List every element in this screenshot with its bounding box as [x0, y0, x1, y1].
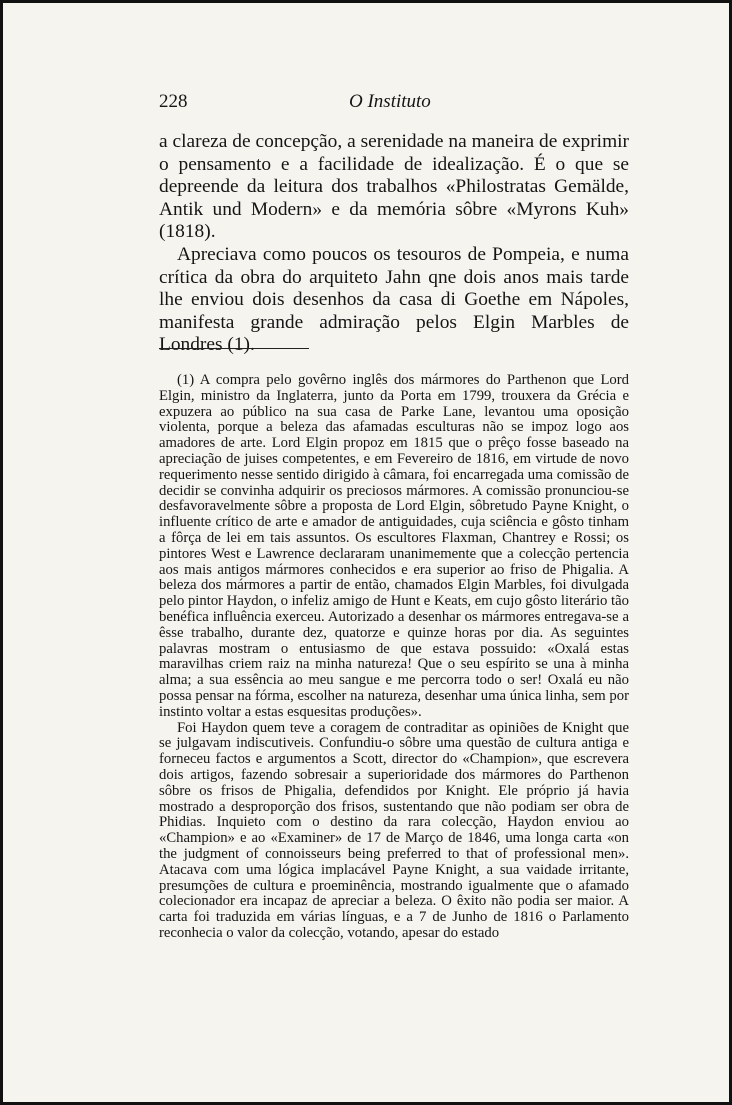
- footnotes: [159, 373, 629, 942]
- body-paragraph: Apreciava como poucos os tesouros de Pompeia, e numa crítica da obra do arquiteto Jahn qne dois anos mais tarde lhe enviou dois desenhos da casa di Goethe em Nápoles, manifesta grande admiração pelos Elgin Marbles de Londres (1).: [159, 243, 629, 356]
- page-number: 228: [159, 91, 188, 112]
- footnote-divider: [159, 348, 309, 349]
- footnote-paragraph: Foi Haydon quem teve a coragem de contraditar as opiniões de Knight que se julgavam indiscutiveis. Confundiu-o sôbre uma questão de cultura antiga e forneceu factos e argumentos a Scott, director do «Champion», que escrevera dois artigos, fazendo sobresair a superioridade dos mármores do Parthenon sôbre os frisos de Phigalia, defendidos por Knight. Ele próprio já havia mostrado a desproporção dos frisos, sustentando que não podiam ser obra de Phidias. Inquieto com o destino da rara colecção, Haydon enviou ao «Champion» e ao «Examiner» de 17 de Março de 1846, uma longa carta «on the judgment of connoisseurs being preferred to that of professional men». Atacava com uma lógica implacável Payne Knight, a sua vaidade irritante, presumções de cultura e proeminência, mostrando igualmente que o afamado colecionador era incapaz de apreciar a beleza. O êxito não podia ser maior. A carta foi traduzida em várias línguas, e a 7 de Junho de 1816 o Parlamento reconhecia o valor da colecção, votando, apesar do estado: [159, 719, 629, 941]
- body-paragraph: a clareza de concepção, a serenidade na maneira de exprimir o pensamento e a facilidade de idealização. É o que se depreende da leitura dos trabalhos «Philostratas Gemälde, Antik und Modern» e da memória sôbre «Myrons Kuh» (1818).: [159, 131, 629, 243]
- page-header: [3, 91, 732, 115]
- main-text: [159, 131, 629, 357]
- footnote-paragraph: (1) A compra pelo govêrno inglês dos mármores do Parthenon que Lord Elgin, ministro da Inglaterra, junto da Porta em 1799, trouxera da Grécia e expuzera ao público na sua casa de Parke Lane, levantou uma oposição violenta, porque a beleza das afamadas esculturas não se impoz logo aos amadores de arte. Lord Elgin propoz em 1815 que o prêço fosse baseado na apreciação de juises competentes, e em Fevereiro de 1816, em virtude de novo requerimento nesse sentido dirigido à câmara, foi encarregada uma comissão de decidir se convinha adquirir os preciosos mármores. A comissão pronunciou-se desfavoravelmente sôbre a proposta de Lord Elgin, sôbretudo Payne Knight, o influente crítico de arte e amador de antiguidades, cuja sciência e gôsto tinham a fôrça de lei em tais assuntos. Os escultores Flaxman, Chantrey e Rossi; os pintores West e Lawrence declararam unanimemente que a colecção pertencia aos mais antigos mármores conhecidos e era superior ao friso de Phigalia. A beleza dos mármores a partir de então, chamados Elgin Marbles, foi divulgada pelo pintor Haydon, o infeliz amigo de Hunt e Keats, em cujo gôsto literário tão benéfica influência exerceu. Autorizado a desenhar os mármores entregava-se a êsse trabalho, durante dez, quatorze e quinze horas por dia. As seguintes palavras mostram o entusiasmo de que estava possuido: «Oxalá estas maravilhas criem raiz na minha natureza! Que o seu espírito se una à minha alma; a sua essência ao meu sangue e me percorra todo o ser! Oxalá eu não possa pensar na fórma, escolher na natureza, desenhar uma única linha, sem por instinto voltar a estas esquesitas produções».: [159, 372, 629, 720]
- running-title: O Instituto: [349, 91, 431, 112]
